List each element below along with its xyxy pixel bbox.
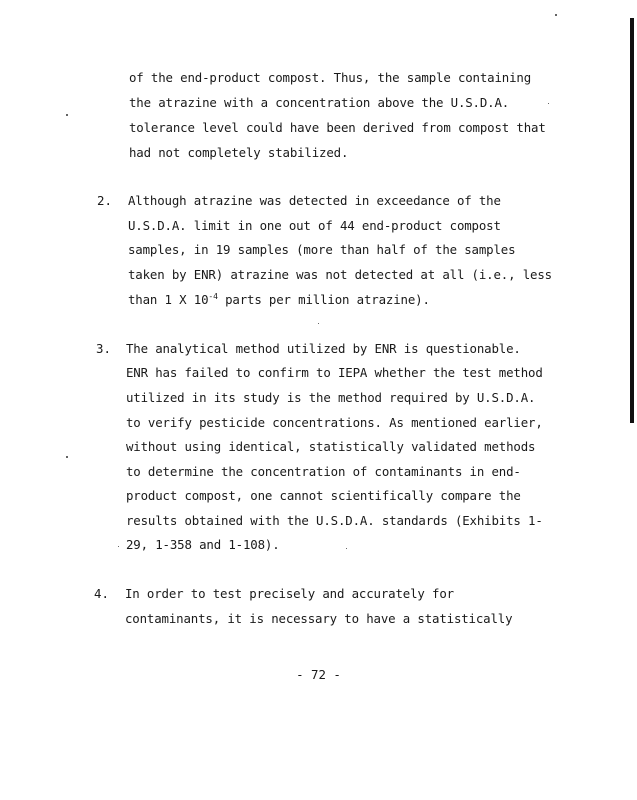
text-line: Although atrazine was detected in exceedance of the bbox=[128, 193, 501, 208]
text-line: taken by ENR) atrazine was not detected at all (i.e., less bbox=[128, 267, 552, 282]
text-line: utilized in its study is the method required by U.S.D.A. bbox=[126, 390, 536, 405]
exponent: -4 bbox=[208, 291, 218, 301]
scan-speck bbox=[66, 456, 68, 458]
scan-speck bbox=[118, 546, 119, 547]
text-line: to determine the concentration of contaminants in end- bbox=[126, 464, 521, 479]
text-line bbox=[128, 292, 430, 308]
text-line: tolerance level could have been derived from compost that bbox=[129, 120, 546, 135]
text-line: 29, 1-358 and 1-108). bbox=[126, 537, 280, 552]
text-line: had not completely stabilized. bbox=[129, 145, 349, 160]
text-line: of the end-product compost. Thus, the sample containing bbox=[129, 70, 532, 85]
text-line: contaminants, it is necessary to have a statistically bbox=[125, 611, 513, 626]
scan-speck bbox=[555, 14, 557, 16]
text-segment: parts per million atrazine). bbox=[217, 292, 430, 307]
scan-speck bbox=[346, 548, 347, 549]
text-line: to verify pesticide concentrations. As mentioned earlier, bbox=[126, 415, 543, 430]
text-line: ENR has failed to confirm to IEPA whether the test method bbox=[126, 365, 543, 380]
list-item-number: 3. bbox=[96, 341, 111, 356]
scan-edge-mark bbox=[630, 18, 634, 423]
scan-speck bbox=[548, 103, 549, 104]
text-line: product compost, one cannot scientifically compare the bbox=[126, 488, 521, 503]
text-line: The analytical method utilized by ENR is questionable. bbox=[126, 341, 521, 356]
text-line: In order to test precisely and accurately for bbox=[125, 586, 454, 601]
list-item-number: 4. bbox=[94, 586, 109, 601]
text-segment: than 1 X 10 bbox=[128, 292, 209, 307]
text-line: the atrazine with a concentration above the U.S.D.A. bbox=[129, 95, 510, 110]
text-line: U.S.D.A. limit in one out of 44 end-product compost bbox=[128, 218, 501, 233]
page-number: - 72 - bbox=[296, 667, 341, 682]
text-line: samples, in 19 samples (more than half of the samples bbox=[128, 242, 516, 257]
text-line: results obtained with the U.S.D.A. standards (Exhibits 1- bbox=[126, 513, 543, 528]
list-item-number: 2. bbox=[97, 193, 112, 208]
text-line: without using identical, statistically validated methods bbox=[126, 439, 536, 454]
scan-speck bbox=[318, 323, 319, 324]
scan-speck bbox=[66, 114, 68, 116]
